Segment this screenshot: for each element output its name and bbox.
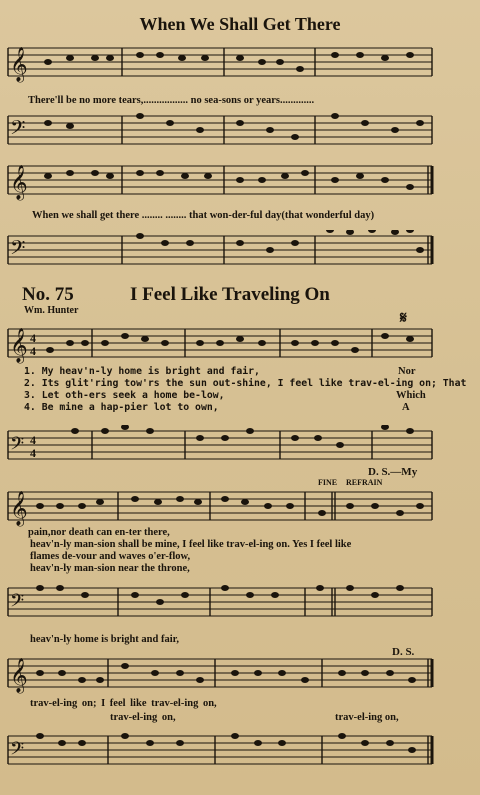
music-staff — [0, 730, 480, 770]
lyric-line: flames de-vour and waves o'er-flow, — [30, 551, 191, 562]
music-staff — [0, 655, 480, 695]
music-staff — [0, 44, 480, 84]
svg-text:4: 4 — [30, 331, 36, 345]
verse-line: 4. Be mine a hap-pier lot to own, — [24, 402, 219, 413]
lyric-line: heav'n-ly man-sion shall be mine, I feel like trav-el-ing on. Yes I feel like — [30, 539, 352, 550]
lyric-line: heav'n-ly home is bright and fair, — [30, 634, 179, 645]
svg-text:𝄢: 𝄢 — [10, 236, 26, 264]
svg-text:𝄞: 𝄞 — [10, 47, 28, 82]
verse-line: 3. Let oth-ers seek a home be-low, — [24, 390, 225, 401]
verse-line-end: A — [402, 402, 410, 413]
svg-text:𝄞: 𝄞 — [10, 658, 28, 693]
svg-text:4: 4 — [30, 446, 36, 460]
lyric-line: trav-el-ing on, — [335, 712, 399, 723]
lyric-line: There'll be no more tears,................. no sea-sons or years............. — [28, 95, 315, 106]
music-staff — [0, 425, 480, 465]
lyric-line: trav-el-ing on; I feel like trav-el-ing on, — [30, 698, 217, 709]
lyric-line: When we shall get there ........ ........ that won-der-ful day(that wonderful day) — [32, 210, 375, 221]
svg-text:𝄢: 𝄢 — [10, 116, 26, 144]
verse-line-end: Nor — [398, 366, 416, 377]
lyric-line: pain,nor death can en-ter there, — [28, 527, 170, 538]
svg-text:𝄢: 𝄢 — [10, 591, 25, 616]
song-title: I Feel Like Traveling On — [130, 284, 330, 305]
music-staff — [0, 162, 480, 202]
svg-text:𝄢: 𝄢 — [10, 739, 25, 764]
verse-line: 1. My heav'n-ly home is bright and fair, — [24, 366, 260, 377]
svg-text:𝄞: 𝄞 — [10, 491, 28, 526]
music-staff — [0, 112, 480, 148]
refrain-mark: REFRAIN — [346, 478, 383, 487]
hymn-number: No. 75 — [22, 284, 74, 305]
lyric-line: heav'n-ly man-sion near the throne, — [30, 563, 190, 574]
svg-text:4: 4 — [30, 433, 36, 447]
author: Wm. Hunter — [24, 305, 79, 316]
music-staff — [0, 488, 480, 528]
svg-text:𝄞: 𝄞 — [10, 165, 28, 200]
verse-line-end: Which — [396, 390, 426, 401]
ds-mark: D. S.—My — [368, 466, 418, 478]
svg-text:𝄞: 𝄞 — [10, 328, 28, 363]
svg-text:𝄢: 𝄢 — [10, 434, 25, 459]
lyric-line: trav-el-ing on, — [110, 712, 176, 723]
song-title: When We Shall Get There — [139, 14, 341, 34]
verse-line: 2. Its glit'ring tow'rs the sun out-shine, I feel like trav-el-ing on; That — [24, 378, 467, 389]
music-staff — [0, 582, 480, 622]
music-staff — [0, 230, 480, 270]
ds-mark: D. S. — [392, 646, 415, 658]
svg-text:4: 4 — [30, 344, 36, 358]
fine-mark: FINE — [318, 478, 338, 487]
segno-icon: 𝄋 — [400, 310, 407, 327]
music-staff — [0, 325, 480, 365]
